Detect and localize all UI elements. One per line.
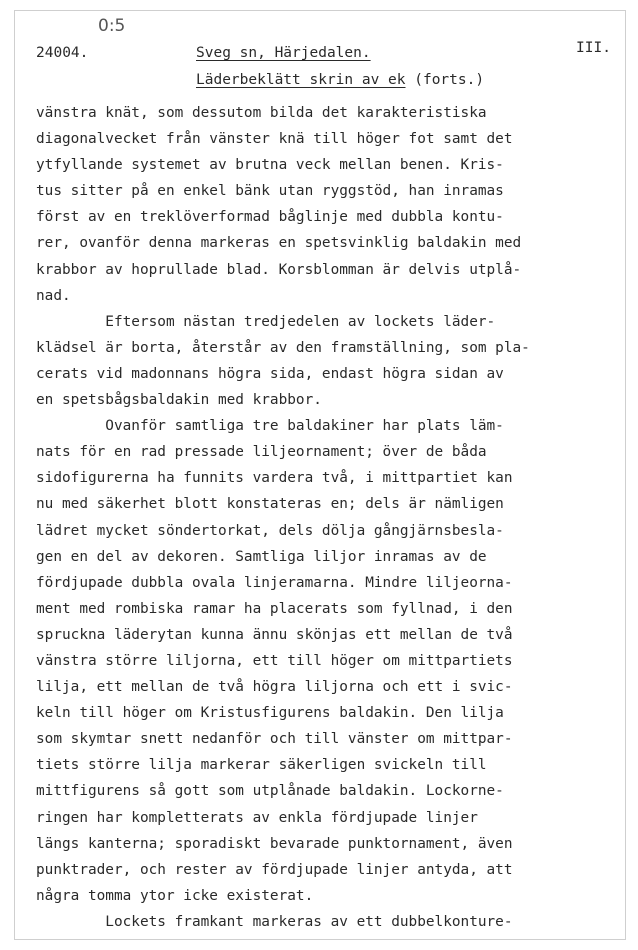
text-line: tus sitter på en enkel bänk utan ryggstöd, han inramas [36,183,504,200]
text-line: klädsel är borta, återstår av den framställning, som pla- [36,339,530,356]
text-line: mittfigurens så gott som utplånade baldakin. Lockorne- [36,783,504,800]
text-line: keln till höger om Kristusfigurens baldakin. Den lilja [36,705,504,722]
text-line: sidofigurerna ha funnits vardera två, i mittpartiet kan [36,470,513,487]
text-line: ment med rombiska ramar ha placerats som fyllnad, i den [36,600,513,617]
text-line: vänstra större liljorna, ett till höger om mittpartiets [36,652,513,669]
text-line: först av en treklöverformad båglinje med dubbla kontu- [36,209,504,226]
text-line: ringen har kompletterats av enkla fördjupade linjer [36,809,478,826]
text-line: nad. [36,287,71,304]
place-heading: Sveg sn, Härjedalen. [196,45,371,61]
text-line: en spetsbågsbaldakin med krabbor. [36,392,322,409]
text-line: lädret mycket söndertorkat, dels dölja gångjärnsbesla- [36,522,504,539]
text-line: rer, ovanför denna markeras en spetsvinklig baldakin med [36,235,522,252]
body-text [36,100,626,935]
text-line: nats för en rad pressade liljeornament; över de båda [36,444,487,461]
text-line: vänstra knät, som dessutom bilda det karakteristiska [36,105,487,121]
text-line: ytfyllande systemet av brutna veck mellan benen. Kris- [36,157,504,174]
handwritten-note: 0:5 [98,16,126,36]
text-line: diagonalvecket från vänster knä till höger fot samt det [36,131,513,148]
text-line: gen en del av dekoren. Samtliga liljor inramas av de [36,548,487,565]
text-line: Ovanför samtliga tre baldakiner har plats läm- [36,418,504,435]
text-line: fördjupade dubbla ovala linjeramarna. Mindre liljeorna- [36,574,513,591]
text-line: tiets större lilja markerar säkerligen svickeln till [36,757,487,774]
text-line: krabbor av hoprullade blad. Korsblomman är delvis utplå- [36,261,522,278]
subtitle-main: Läderbeklätt skrin av ek [196,72,406,88]
catalog-number: 24004. [36,45,89,61]
text-line: längs kanterna; sporadiskt bevarade punktornament, även [36,835,513,852]
text-line: lilja, ett mellan de två högra liljorna och ett i svic- [36,679,513,696]
text-line: spruckna läderytan kunna ännu skönjas ett mellan de två [36,626,513,643]
subtitle [196,72,484,88]
text-line: som skymtar snett nedanför och till vänster om mittpar- [36,731,513,748]
text-line: punktrader, och rester av fördjupade linjer antyda, att [36,861,513,878]
subtitle-suffix: (forts.) [405,72,485,88]
text-line: Eftersom nästan tredjedelen av lockets läder- [36,313,496,330]
text-line: Lockets framkant markeras av ett dubbelkonture- [36,913,513,930]
text-line: nu med säkerhet blott konstateras en; dels är nämligen [36,496,504,513]
text-line: cerats vid madonnans högra sida, endast högra sidan av [36,365,504,382]
text-line: några tomma ytor icke existerat. [36,887,314,904]
page-number: III. [576,40,611,56]
